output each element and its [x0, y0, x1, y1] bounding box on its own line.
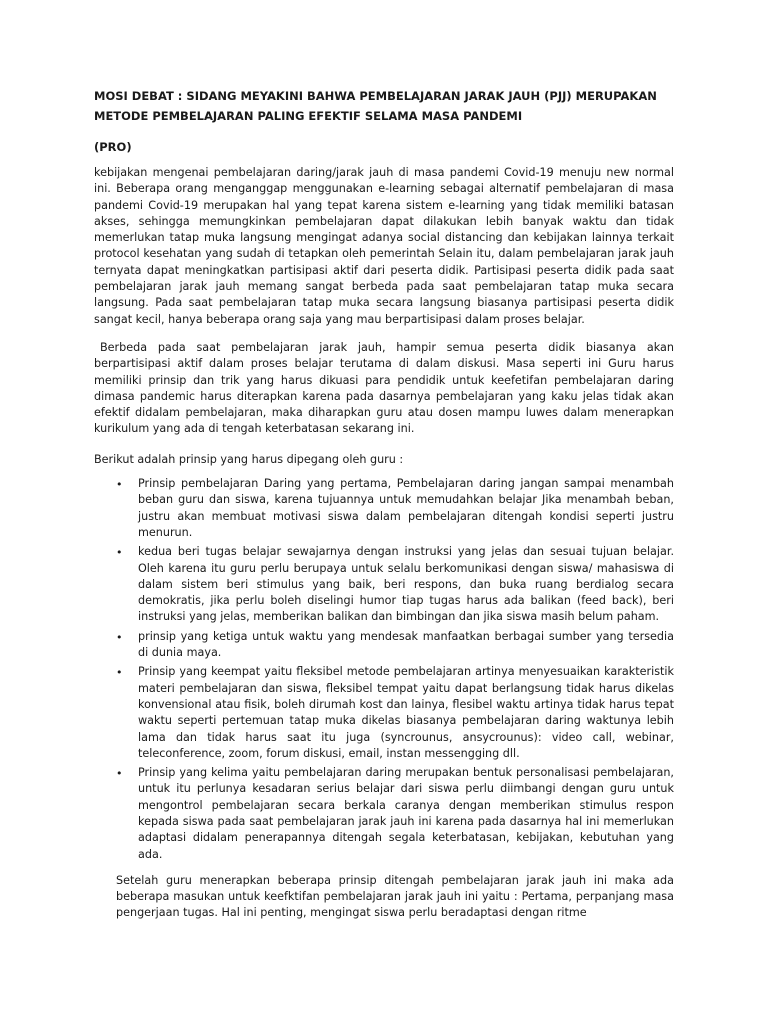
debate-side-label: (PRO) [94, 140, 132, 154]
list-item-text: Prinsip yang keempat yaitu fleksibel metode pembelajaran artinya menyesuaikan karakteristik materi pembelajaran dan siswa, fleksibel tempat yaitu dapat berlangsung tidak harus dikelas konvensional atau fisik, boleh dirumah kost dan lainya, flesibel waktu artinya tidak harus tepat waktu seperti pertemuan tatap muka dikelas biasanya pembelajaran daring waktunya lebih lama dan tidak harus saat itu juga (syncrounus, ansycrounus): video call, webinar, teleconference, zoom, forum diskusi, email, instan messengging dll. [138, 665, 674, 760]
list-item-text: prinsip yang ketiga untuk waktu yang mendesak manfaatkan berbagai sumber yang tersedia di dunia maya. [138, 629, 674, 660]
principles-list [94, 476, 674, 863]
document-page [94, 86, 674, 922]
list-item-text: kedua beri tugas belajar sewajarnya dengan instruksi yang jelas dan sesuai tujuan belajar. Oleh karena itu guru perlu berupaya untuk selalu berkomunikasi dengan siswa/ mahasiswa di dalam sistem beri stimulus yang baik, beri respons, dan buka ruang berdialog secara demokratis, jika perlu boleh diselingi humor tiap tugas harus ada balikan (feed back), beri instruksi yang jelas, memberikan balikan dan bimbingan dan jika siswa masih belum paham. [138, 545, 674, 624]
list-item [94, 544, 674, 625]
list-item [94, 476, 674, 541]
list-item [94, 629, 674, 662]
bullet-icon: • [116, 546, 123, 560]
bullet-icon: • [116, 767, 123, 781]
list-item-text: Prinsip pembelajaran Daring yang pertama, Pembelajaran daring jangan sampai menambah beban guru dan siswa, karena tujuannya untuk memudahkan belajar Jika menambah beban, justru akan membuat motivasi siswa dalam pembelajaran ditengah kondisi seperti justru menurun. [138, 477, 674, 539]
paragraph-2: Berbeda pada saat pembelajaran jarak jauh, hampir semua peserta didik biasanya akan berpartisipasi aktif dalam proses belajar terutama di dalam diskusi. Masa seperti ini Guru harus memiliki prinsip dan trik yang harus dikuasi para pendidik untuk keefetifan pembelajaran daring dimasa pandemic harus diterapkan karena pada dasarnya pembelajaran yang kaku jelas tidak akan efektif didalam pembelajaran, maka diharapkan guru atau dosen mampu luwes dalam menerapkan kurikulum yang ada di tengah keterbatasan sekarang ini. [94, 340, 674, 436]
list-item [94, 765, 674, 863]
paragraph-1: kebijakan mengenai pembelajaran daring/jarak jauh di masa pandemi Covid-19 menuju new normal ini. Beberapa orang menganggap menggunakan e-learning sebagai alternatif pembelajaran di masa pandemi Covid-19 merupakan hal yang tepat karena sistem e-learning yang tidak memiliki batasan akses, sehingga memungkinkan pembelajaran dapat dilakukan lebih banyak waktu dan tidak memerlukan tatap muka langsung mengingat adanya social distancing dan kebijakan lainnya terkait protocol kesehatan yang sudah di tetapkan oleh pemerintah Selain itu, dalam pembelajaran jarak jauh ternyata dapat meningkatkan partisipasi aktif dari peserta didik. Partisipasi peserta didik pada saat pembelajaran jarak jauh memang sangat berbeda pada saat pembelajaran tatap muka secara langsung. Pada saat pembelajaran tatap muka secara langsung biasanya partisipasi peserta didik sangat kecil, hanya beberapa orang saja yang mau berpartisipasi dalam proses belajar. [94, 166, 674, 326]
principles-intro: Berikut adalah prinsip yang harus dipegang oleh guru : [94, 452, 404, 466]
bullet-icon: • [116, 478, 123, 492]
list-item [94, 664, 674, 762]
closing-paragraph: Setelah guru menerapkan beberapa prinsip ditengah pembelajaran jarak jauh ini maka ada beberapa masukan untuk keefktifan pembelajaran jarak jauh ini yaitu : Pertama, perpanjang masa pengerjaan tugas. Hal ini penting, mengingat siswa perlu beradaptasi dengan ritme [116, 873, 674, 920]
bullet-icon: • [116, 666, 123, 680]
bullet-icon: • [116, 630, 123, 644]
list-item-text: Prinsip yang kelima yaitu pembelajaran daring merupakan bentuk personalisasi pembelajaran, untuk itu perlunya kesadaran serius belajar dari siswa perlu diimbangi dengan guru untuk mengontrol pembelajaran secara berkala caranya dengan memberikan stimulus respon kepada siswa pada saat pembelajaran jarak jauh ini karena pada dasarnya hal ini memerlukan adaptasi didalam penerapannya ditengah segala keterbatasan, kebijakan, kebutuhan yang ada. [138, 766, 674, 861]
debate-motion-title: MOSI DEBAT : SIDANG MEYAKINI BAHWA PEMBELAJARAN JARAK JAUH (PJJ) MERUPAKAN METODE PEMBELAJARAN PALING EFEKTIF SELAMA MASA PANDEMI [94, 89, 657, 123]
